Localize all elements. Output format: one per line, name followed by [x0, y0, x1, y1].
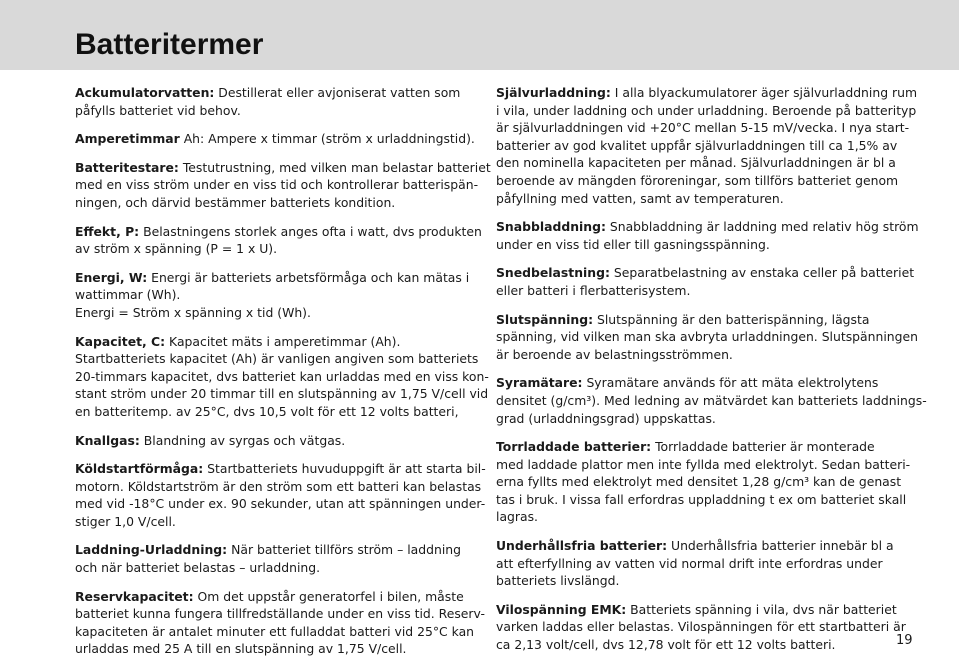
entry-line [75, 640, 467, 658]
entry-line [496, 572, 891, 590]
entry-line [496, 618, 906, 636]
glossary-entry [496, 218, 919, 253]
glossary-entry [75, 333, 489, 421]
glossary-term: Underhållsfria batterier: [496, 538, 668, 554]
definition-text: en batteritemp. av 25°C, dvs 10,5 volt för ett 12 volts batteri, [75, 403, 459, 419]
definition-text: beroende av mängden föroreningar, som tillförs batteriet genom [496, 172, 899, 188]
entry-line [75, 304, 467, 322]
glossary-entry [496, 264, 915, 299]
glossary-entry [75, 460, 486, 530]
entry-line [75, 194, 467, 212]
entry-line [75, 286, 467, 304]
glossary-entry [75, 84, 467, 119]
entry-line [496, 456, 911, 474]
definition-text: Testutrustning, med vilken man belastar batteriet [178, 159, 491, 175]
glossary-entry [75, 269, 470, 322]
entry-line [496, 102, 917, 120]
entry-line [496, 264, 915, 282]
definition-text: ca 2,13 volt/cell, dvs 12,78 volt för ett 12 volts batteri. [496, 637, 836, 653]
definition-text: tas i bruk. I vissa fall erfordras uppladdning t ex om batteriet skall [496, 491, 907, 507]
definition-text: Destillerat eller avjoniserat vatten som [214, 85, 461, 100]
glossary-term: Snedbelastning: [496, 265, 610, 281]
definition-text: 20-timmars kapacitet, dvs batteriet kan urladdas med en viss kon- [75, 368, 489, 384]
entry-line [75, 541, 467, 559]
definition-text: Startbatteriets huvuduppgift är att starta bil- [203, 461, 486, 477]
entry-line [75, 588, 467, 606]
entry-line [496, 636, 891, 654]
glossary-entry [75, 159, 491, 212]
definition-text: I alla blyackumulatorer äger självurladdning rum [610, 85, 918, 100]
glossary-term: Kapacitet, C: [75, 333, 166, 349]
definition-text: batterier av god kvalitet uppfår självurladdningen till ca 1,5% av [496, 137, 898, 153]
definition-text: är självurladdningen vid +20°C mellan 5-15 mV/vecka. I nya start- [496, 120, 910, 136]
definition-text: wattimmar (Wh). [75, 287, 181, 303]
definition-text: stiger 1,0 V/cell. [75, 513, 176, 529]
definition-text: Syramätare används för att mäta elektrolytens [582, 375, 879, 391]
entry-line [496, 328, 918, 346]
definition-text: erna fyllts med elektrolyt med densitet 1,28 g/cm³ kan de genast [496, 474, 902, 490]
definition-text: spänning, vid vilken man ska avbryta urladdningen. Slutspänningen [496, 329, 918, 345]
entry-line [496, 172, 899, 190]
glossary-term: Ackumulatorvatten: [75, 85, 215, 100]
definition-text: varken laddas eller belastas. Vilospänningen för ett startbatteri är [496, 619, 906, 635]
entry-line [496, 190, 891, 208]
glossary-term: Självurladdning: [496, 85, 611, 100]
definition-text: Ah: Ampere x timmar (ström x urladdningstid). [179, 131, 475, 147]
glossary-entry [496, 84, 918, 207]
definition-text: under en viss tid eller till gasningsspänning. [496, 236, 770, 252]
entry-line [75, 269, 470, 287]
glossary-entry [496, 311, 918, 364]
page-title: Batteritermer [75, 28, 264, 61]
entry-line [496, 537, 894, 555]
entry-line [496, 346, 891, 364]
definition-text: i vila, under laddning och under urladdning. Beroende på batterityp [496, 102, 917, 118]
entry-line [75, 385, 489, 403]
definition-text: med vid -18°C under ex. 90 sekunder, utan att spänningen under- [75, 496, 486, 512]
glossary-term: Amperetimmar [75, 131, 180, 147]
entry-line [496, 119, 910, 137]
glossary-term: Snabbladdning: [496, 219, 606, 235]
entry-line [75, 432, 467, 450]
definition-text: grad (urladdningsgrad) uppskattas. [496, 410, 716, 426]
definition-text: urladdas med 25 A till en slutspänning av 1,75 V/cell. [75, 641, 407, 657]
glossary-term: Slutspänning: [496, 311, 594, 327]
definition-text: Blandning av syrgas och vätgas. [139, 432, 346, 448]
entry-line [75, 130, 475, 148]
entry-line [75, 495, 486, 513]
glossary-term: Syramätare: [496, 375, 583, 391]
entry-line [75, 240, 467, 258]
definition-text: av ström x spänning (P = 1 x U). [75, 241, 278, 257]
definition-text: och när batteriet belastas – urladdning. [75, 560, 321, 576]
definition-text: med en viss ström under en viss tid och kontrollerar batterispän- [75, 177, 479, 193]
entry-line [75, 513, 467, 531]
definition-text: den nominella kapaciteten per månad. Självurladdningen är bl a [496, 155, 896, 171]
definition-text: stant ström under 20 timmar till en slutspänning av 1,75 V/cell vid [75, 386, 489, 402]
glossary-term: Vilospänning EMK: [496, 601, 627, 617]
entry-line [75, 159, 491, 177]
glossary-entry [75, 130, 475, 148]
definition-text: Snabbladdning är laddning med relativ hög ström [605, 219, 919, 235]
definition-text: påfylls batteriet vid behov. [75, 102, 241, 118]
definition-text: motorn. Köldstartström är den ström som ett batteri kan belastas [75, 478, 482, 494]
entry-line [496, 282, 891, 300]
definition-text: att efterfyllning av vatten vid normal drift inte erfordras under [496, 555, 883, 571]
entry-line [75, 623, 475, 641]
entry-line [496, 555, 891, 573]
definition-text: Belastningens storlek anges ofta i watt, dvs produkten [139, 223, 482, 239]
definition-text: ningen, och därvid bestämmer batteriets kondition. [75, 194, 396, 210]
definition-text: Underhållsfria batterier innebär bl a [667, 538, 894, 554]
glossary-entry [75, 223, 482, 258]
definition-text: Batteriets spänning i vila, dvs när batteriet [626, 601, 897, 617]
glossary-term: Energi, W: [75, 269, 148, 285]
definition-text: Startbatteriets kapacitet (Ah) är vanligen angiven som batteriets [75, 351, 479, 367]
entry-line [75, 176, 479, 194]
entry-line [75, 102, 467, 120]
entry-line [75, 333, 467, 351]
entry-line [496, 410, 891, 428]
glossary-term: Knallgas: [75, 432, 140, 448]
entry-line [75, 478, 482, 496]
definition-text: är beroende av belastningsströmmen. [496, 346, 733, 362]
entry-line [496, 438, 891, 456]
definition-text: påfyllning med vatten, samt av temperaturen. [496, 190, 784, 206]
entry-line [496, 491, 907, 509]
entry-line [75, 223, 482, 241]
glossary-term: Torrladdade batterier: [496, 439, 652, 455]
glossary-term: Köldstartförmåga: [75, 461, 204, 477]
glossary-term: Effekt, P: [75, 223, 140, 239]
entry-line [75, 84, 467, 102]
definition-text: med laddade plattor men inte fyllda med elektrolyt. Sedan batteri- [496, 456, 911, 472]
entry-line [496, 84, 918, 102]
glossary-term: Reservkapacitet: [75, 588, 194, 604]
entry-line [496, 137, 898, 155]
entry-line [496, 311, 891, 329]
glossary-entry [496, 537, 894, 590]
glossary-entry [496, 374, 927, 427]
definition-text: Kapacitet mäts i amperetimmar (Ah). [165, 333, 401, 349]
definition-text: När batteriet tillförs ström – laddning [227, 542, 461, 558]
left-column [75, 84, 491, 669]
entry-line [496, 154, 896, 172]
definition-text: Slutspänning är den batterispänning, lägsta [593, 311, 870, 327]
entry-line [496, 374, 891, 392]
entry-line [496, 601, 897, 619]
entry-line [75, 559, 467, 577]
glossary-entry [75, 588, 485, 658]
definition-text: batteriets livslängd. [496, 573, 620, 589]
entry-line [496, 508, 891, 526]
definition-text: densitet (g/cm³). Med ledning av mätvärdet kan batteriets laddnings- [496, 392, 927, 408]
definition-text: eller batteri i flerbatterisystem. [496, 282, 691, 298]
definition-text: Energi = Ström x spänning x tid (Wh). [75, 304, 311, 320]
definition-text: Torrladdade batterier är monterade [651, 439, 875, 455]
entry-line [75, 403, 467, 421]
definition-text: Om det uppstår generatorfel i bilen, måste [193, 588, 464, 604]
entry-line [75, 460, 486, 478]
entry-line [496, 392, 927, 410]
entry-line [496, 236, 891, 254]
entry-line [75, 350, 479, 368]
glossary-entry [75, 432, 467, 450]
definition-text: batteriet kunna fungera tillfredställande under en viss tid. Reserv- [75, 606, 485, 622]
glossary-entry [75, 541, 467, 576]
definition-text: Separatbelastning av enstaka celler på batteriet [609, 265, 915, 281]
glossary-entry [496, 438, 911, 526]
glossary-term: Laddning-Urladdning: [75, 542, 228, 558]
entry-line [75, 605, 485, 623]
definition-text: Energi är batteriets arbetsförmåga och kan mätas i [147, 269, 470, 285]
definition-text: kapaciteten är antalet minuter ett fulladdat batteri vid 25°C kan [75, 623, 475, 639]
page-number: 19 [896, 633, 913, 648]
definition-text: lagras. [496, 509, 538, 525]
entry-line [496, 473, 902, 491]
entry-line [496, 218, 919, 236]
entry-line [75, 368, 489, 386]
glossary-term: Batteritestare: [75, 159, 179, 175]
